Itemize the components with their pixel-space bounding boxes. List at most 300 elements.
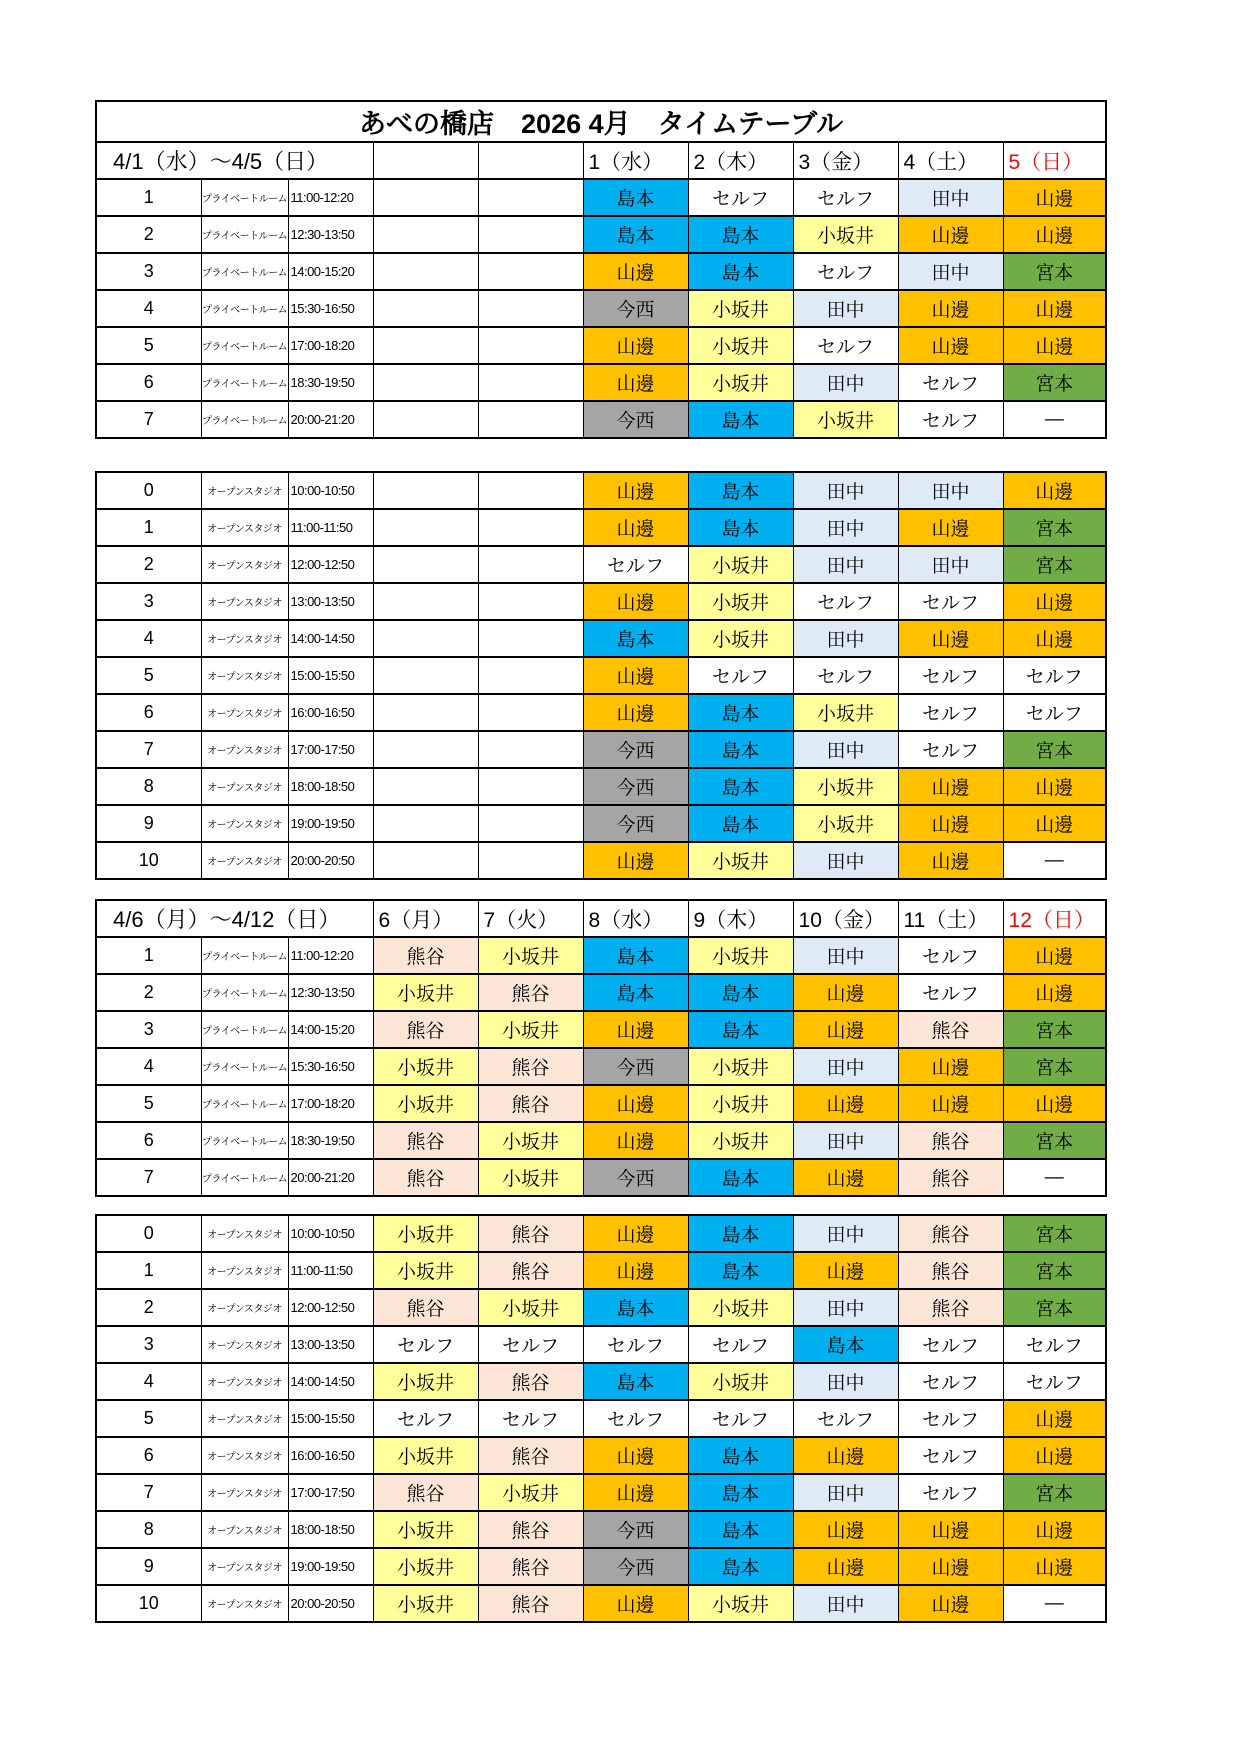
assignment-cell: 熊谷 <box>898 1011 1003 1048</box>
time-label: 12:00-12:50 <box>288 546 373 583</box>
assignment-cell: 宮本 <box>1003 1474 1106 1511</box>
assignment-cell: 宮本 <box>1003 1215 1106 1252</box>
assignment-cell: 島本 <box>688 731 793 768</box>
time-label: 14:00-14:50 <box>288 620 373 657</box>
room-label: プライベートルーム <box>201 364 288 401</box>
slot-number: 5 <box>96 327 201 364</box>
assignment-cell: セルフ <box>898 694 1003 731</box>
empty-cell <box>373 620 478 657</box>
slot-number: 7 <box>96 731 201 768</box>
assignment-cell: 熊谷 <box>478 1048 583 1085</box>
room-label: プライベートルーム <box>201 401 288 438</box>
empty-cell <box>373 253 478 290</box>
room-label: プライベートルーム <box>201 1011 288 1048</box>
assignment-cell: 小坂井 <box>688 290 793 327</box>
assignment-cell: ― <box>1003 1159 1106 1196</box>
time-label: 15:30-16:50 <box>288 290 373 327</box>
assignment-cell: セルフ <box>688 179 793 216</box>
assignment-cell: 熊谷 <box>373 1289 478 1326</box>
assignment-cell: 田中 <box>898 253 1003 290</box>
assignment-cell: セルフ <box>898 974 1003 1011</box>
table-row <box>96 731 1106 768</box>
assignment-cell: 島本 <box>688 1215 793 1252</box>
assignment-cell: 小坂井 <box>478 1011 583 1048</box>
assignment-cell: 小坂井 <box>478 1289 583 1326</box>
assignment-cell: 田中 <box>793 509 898 546</box>
assignment-cell: 宮本 <box>1003 1252 1106 1289</box>
slot-number: 6 <box>96 1437 201 1474</box>
assignment-cell: 小坂井 <box>688 583 793 620</box>
table-row <box>96 1215 1106 1252</box>
week2-private-body <box>96 937 1106 1196</box>
assignment-cell: 島本 <box>688 694 793 731</box>
empty-cell <box>373 290 478 327</box>
assignment-cell: 田中 <box>793 1363 898 1400</box>
assignment-cell: 山邊 <box>583 509 688 546</box>
day-header-row <box>96 900 1106 937</box>
assignment-cell: 熊谷 <box>478 1363 583 1400</box>
assignment-cell: 山邊 <box>1003 1511 1106 1548</box>
time-label: 15:00-15:50 <box>288 657 373 694</box>
time-label: 11:00-11:50 <box>288 1252 373 1289</box>
assignment-cell: 田中 <box>793 1048 898 1085</box>
room-label: オープンスタジオ <box>201 1474 288 1511</box>
assignment-cell: 山邊 <box>1003 620 1106 657</box>
assignment-cell: セルフ <box>688 1326 793 1363</box>
assignment-cell: 小坂井 <box>688 1363 793 1400</box>
time-label: 18:00-18:50 <box>288 1511 373 1548</box>
table-row <box>96 1548 1106 1585</box>
assignment-cell: 熊谷 <box>373 937 478 974</box>
slot-number: 6 <box>96 1122 201 1159</box>
assignment-cell: 田中 <box>793 1585 898 1622</box>
assignment-cell: 山邊 <box>1003 1400 1106 1437</box>
empty-cell <box>478 694 583 731</box>
assignment-cell: 山邊 <box>1003 937 1106 974</box>
empty-cell <box>373 179 478 216</box>
assignment-cell: 田中 <box>793 842 898 879</box>
assignment-cell: 島本 <box>583 974 688 1011</box>
slot-number: 9 <box>96 1548 201 1585</box>
assignment-cell: 山邊 <box>1003 290 1106 327</box>
assignment-cell: 宮本 <box>1003 546 1106 583</box>
assignment-cell: 山邊 <box>793 1159 898 1196</box>
room-label: オープンスタジオ <box>201 842 288 879</box>
slot-number: 7 <box>96 1474 201 1511</box>
assignment-cell: 山邊 <box>1003 179 1106 216</box>
assignment-cell: 熊谷 <box>373 1159 478 1196</box>
assignment-cell: セルフ <box>898 657 1003 694</box>
room-label: オープンスタジオ <box>201 509 288 546</box>
slot-number: 10 <box>96 842 201 879</box>
room-label: プライベートルーム <box>201 1122 288 1159</box>
table-row <box>96 253 1106 290</box>
table-row <box>96 1585 1106 1622</box>
day-header: 5（日） <box>1003 142 1106 179</box>
assignment-cell: 田中 <box>793 937 898 974</box>
assignment-cell: 山邊 <box>583 364 688 401</box>
assignment-cell: 島本 <box>688 1548 793 1585</box>
empty-cell <box>478 842 583 879</box>
assignment-cell: 小坂井 <box>793 768 898 805</box>
room-label: オープンスタジオ <box>201 1400 288 1437</box>
slot-number: 4 <box>96 1363 201 1400</box>
assignment-cell: 田中 <box>793 1122 898 1159</box>
assignment-cell: 島本 <box>688 472 793 509</box>
room-label: オープンスタジオ <box>201 1437 288 1474</box>
time-label: 18:30-19:50 <box>288 364 373 401</box>
assignment-cell: 小坂井 <box>373 1048 478 1085</box>
empty-cell <box>478 546 583 583</box>
assignment-cell: セルフ <box>583 546 688 583</box>
assignment-cell: 島本 <box>688 1437 793 1474</box>
slot-number: 2 <box>96 216 201 253</box>
assignment-cell: 小坂井 <box>373 1085 478 1122</box>
assignment-cell: 田中 <box>898 472 1003 509</box>
assignment-cell: 小坂井 <box>688 842 793 879</box>
empty-cell <box>478 142 583 179</box>
assignment-cell: セルフ <box>1003 694 1106 731</box>
assignment-cell: 島本 <box>688 805 793 842</box>
page-title: あべの橋店 2026 4月 タイムテーブル <box>96 101 1106 142</box>
assignment-cell: 田中 <box>793 731 898 768</box>
assignment-cell: 山邊 <box>1003 327 1106 364</box>
assignment-cell: 田中 <box>898 179 1003 216</box>
empty-cell <box>373 842 478 879</box>
assignment-cell: 小坂井 <box>688 937 793 974</box>
day-header: 1（水） <box>583 142 688 179</box>
assignment-cell: 小坂井 <box>793 694 898 731</box>
table-row <box>96 583 1106 620</box>
slot-number: 5 <box>96 1400 201 1437</box>
assignment-cell: 山邊 <box>898 509 1003 546</box>
assignment-cell: 山邊 <box>898 1085 1003 1122</box>
room-label: プライベートルーム <box>201 1048 288 1085</box>
assignment-cell: 山邊 <box>793 1548 898 1585</box>
assignment-cell: 田中 <box>793 620 898 657</box>
assignment-cell: 山邊 <box>1003 216 1106 253</box>
title-row <box>96 101 1106 142</box>
table-row <box>96 620 1106 657</box>
assignment-cell: 山邊 <box>793 1437 898 1474</box>
assignment-cell: 熊谷 <box>898 1122 1003 1159</box>
table-row <box>96 179 1106 216</box>
day-header: 7（火） <box>478 900 583 937</box>
slot-number: 8 <box>96 768 201 805</box>
slot-number: 6 <box>96 694 201 731</box>
assignment-cell: 山邊 <box>583 842 688 879</box>
room-label: プライベートルーム <box>201 253 288 290</box>
assignment-cell: 山邊 <box>898 620 1003 657</box>
assignment-cell: 山邊 <box>793 974 898 1011</box>
time-label: 15:00-15:50 <box>288 1400 373 1437</box>
table-row <box>96 1511 1106 1548</box>
time-label: 12:00-12:50 <box>288 1289 373 1326</box>
assignment-cell: 山邊 <box>583 1122 688 1159</box>
time-label: 18:30-19:50 <box>288 1122 373 1159</box>
room-label: オープンスタジオ <box>201 620 288 657</box>
assignment-cell: 山邊 <box>583 694 688 731</box>
empty-cell <box>373 472 478 509</box>
time-label: 14:00-15:20 <box>288 253 373 290</box>
assignment-cell: 宮本 <box>1003 1048 1106 1085</box>
assignment-cell: 熊谷 <box>478 1252 583 1289</box>
slot-number: 2 <box>96 974 201 1011</box>
assignment-cell: 小坂井 <box>478 1159 583 1196</box>
slot-number: 7 <box>96 401 201 438</box>
assignment-cell: 山邊 <box>898 1511 1003 1548</box>
assignment-cell: 田中 <box>793 290 898 327</box>
day-header: 2（木） <box>688 142 793 179</box>
assignment-cell: セルフ <box>898 937 1003 974</box>
week1-private-body <box>96 179 1106 438</box>
table-row <box>96 1048 1106 1085</box>
week1-open-body <box>96 472 1106 879</box>
week1-open-table <box>95 471 1107 880</box>
assignment-cell: 小坂井 <box>478 1122 583 1159</box>
table-row <box>96 974 1106 1011</box>
table-row <box>96 694 1106 731</box>
assignment-cell: 熊谷 <box>478 1437 583 1474</box>
assignment-cell: セルフ <box>793 583 898 620</box>
assignment-cell: 熊谷 <box>478 1585 583 1622</box>
room-label: オープンスタジオ <box>201 657 288 694</box>
assignment-cell: 島本 <box>688 401 793 438</box>
time-label: 10:00-10:50 <box>288 472 373 509</box>
assignment-cell: 小坂井 <box>373 1252 478 1289</box>
room-label: プライベートルーム <box>201 216 288 253</box>
slot-number: 0 <box>96 472 201 509</box>
assignment-cell: 小坂井 <box>688 620 793 657</box>
assignment-cell: 田中 <box>793 1289 898 1326</box>
time-label: 14:00-14:50 <box>288 1363 373 1400</box>
assignment-cell: 小坂井 <box>373 1548 478 1585</box>
room-label: プライベートルーム <box>201 1159 288 1196</box>
assignment-cell: 山邊 <box>583 583 688 620</box>
table-row <box>96 509 1106 546</box>
assignment-cell: 山邊 <box>898 842 1003 879</box>
assignment-cell: ― <box>1003 401 1106 438</box>
assignment-cell: 熊谷 <box>373 1474 478 1511</box>
assignment-cell: 小坂井 <box>373 1215 478 1252</box>
assignment-cell: セルフ <box>898 364 1003 401</box>
slot-number: 1 <box>96 509 201 546</box>
time-label: 10:00-10:50 <box>288 1215 373 1252</box>
time-label: 20:00-21:20 <box>288 401 373 438</box>
assignment-cell: 宮本 <box>1003 1289 1106 1326</box>
assignment-cell: 山邊 <box>1003 768 1106 805</box>
assignment-cell: 山邊 <box>583 327 688 364</box>
assignment-cell: 熊谷 <box>373 1011 478 1048</box>
assignment-cell: 宮本 <box>1003 731 1106 768</box>
assignment-cell: 山邊 <box>1003 805 1106 842</box>
assignment-cell: セルフ <box>373 1326 478 1363</box>
assignment-cell: 山邊 <box>583 253 688 290</box>
assignment-cell: 小坂井 <box>478 1474 583 1511</box>
room-label: プライベートルーム <box>201 1085 288 1122</box>
slot-number: 1 <box>96 937 201 974</box>
assignment-cell: 熊谷 <box>898 1289 1003 1326</box>
assignment-cell: 島本 <box>688 1159 793 1196</box>
slot-number: 2 <box>96 546 201 583</box>
assignment-cell: 山邊 <box>583 1585 688 1622</box>
time-label: 11:00-11:50 <box>288 509 373 546</box>
assignment-cell: 宮本 <box>1003 364 1106 401</box>
table-row <box>96 842 1106 879</box>
slot-number: 6 <box>96 364 201 401</box>
slot-number: 4 <box>96 290 201 327</box>
week-range-label: 4/6（月）～4/12（日） <box>96 900 373 937</box>
empty-cell <box>373 768 478 805</box>
assignment-cell: 山邊 <box>898 1048 1003 1085</box>
table-row <box>96 327 1106 364</box>
day-header: 11（土） <box>898 900 1003 937</box>
table-row <box>96 1011 1106 1048</box>
assignment-cell: セルフ <box>898 1437 1003 1474</box>
assignment-cell: セルフ <box>478 1326 583 1363</box>
assignment-cell: ― <box>1003 842 1106 879</box>
empty-cell <box>373 731 478 768</box>
assignment-cell: 山邊 <box>793 1252 898 1289</box>
time-label: 17:00-17:50 <box>288 731 373 768</box>
empty-cell <box>373 805 478 842</box>
day-header: 6（月） <box>373 900 478 937</box>
assignment-cell: 山邊 <box>793 1085 898 1122</box>
assignment-cell: セルフ <box>688 657 793 694</box>
time-label: 20:00-20:50 <box>288 1585 373 1622</box>
assignment-cell: 山邊 <box>898 805 1003 842</box>
time-label: 12:30-13:50 <box>288 974 373 1011</box>
assignment-cell: 島本 <box>583 179 688 216</box>
empty-cell <box>373 364 478 401</box>
assignment-cell: セルフ <box>898 1363 1003 1400</box>
empty-cell <box>478 657 583 694</box>
table-row <box>96 472 1106 509</box>
table-row <box>96 1289 1106 1326</box>
empty-cell <box>373 216 478 253</box>
day-header: 4（土） <box>898 142 1003 179</box>
assignment-cell: 島本 <box>583 216 688 253</box>
assignment-cell: 山邊 <box>1003 1548 1106 1585</box>
assignment-cell: 小坂井 <box>793 805 898 842</box>
time-label: 12:30-13:50 <box>288 216 373 253</box>
assignment-cell: 田中 <box>793 546 898 583</box>
assignment-cell: 山邊 <box>1003 472 1106 509</box>
assignment-cell: セルフ <box>898 731 1003 768</box>
assignment-cell: 山邊 <box>898 1548 1003 1585</box>
assignment-cell: セルフ <box>1003 1363 1106 1400</box>
week2-private-table <box>95 899 1107 1197</box>
time-label: 14:00-15:20 <box>288 1011 373 1048</box>
assignment-cell: 山邊 <box>793 1511 898 1548</box>
assignment-cell: 宮本 <box>1003 509 1106 546</box>
room-label: オープンスタジオ <box>201 1511 288 1548</box>
time-label: 17:00-18:20 <box>288 327 373 364</box>
assignment-cell: 山邊 <box>898 290 1003 327</box>
day-header: 12（日） <box>1003 900 1106 937</box>
empty-cell <box>373 657 478 694</box>
assignment-cell: 熊谷 <box>478 1085 583 1122</box>
assignment-cell: 島本 <box>688 768 793 805</box>
assignment-cell: セルフ <box>583 1400 688 1437</box>
empty-cell <box>478 768 583 805</box>
empty-cell <box>478 401 583 438</box>
assignment-cell: 今西 <box>583 1048 688 1085</box>
assignment-cell: ― <box>1003 1585 1106 1622</box>
table-row <box>96 216 1106 253</box>
empty-cell <box>373 142 478 179</box>
time-label: 13:00-13:50 <box>288 1326 373 1363</box>
assignment-cell: 熊谷 <box>898 1159 1003 1196</box>
room-label: オープンスタジオ <box>201 1363 288 1400</box>
slot-number: 4 <box>96 620 201 657</box>
empty-cell <box>478 327 583 364</box>
slot-number: 3 <box>96 1326 201 1363</box>
assignment-cell: 島本 <box>688 1252 793 1289</box>
table-row <box>96 546 1106 583</box>
room-label: オープンスタジオ <box>201 1215 288 1252</box>
time-label: 11:00-12:20 <box>288 179 373 216</box>
assignment-cell: セルフ <box>898 583 1003 620</box>
time-label: 18:00-18:50 <box>288 768 373 805</box>
room-label: オープンスタジオ <box>201 546 288 583</box>
room-label: オープンスタジオ <box>201 472 288 509</box>
room-label: オープンスタジオ <box>201 1548 288 1585</box>
table-row <box>96 768 1106 805</box>
slot-number: 3 <box>96 1011 201 1048</box>
assignment-cell: 小坂井 <box>373 1437 478 1474</box>
table-row <box>96 805 1106 842</box>
empty-cell <box>478 216 583 253</box>
table-row <box>96 1437 1106 1474</box>
slot-number: 5 <box>96 1085 201 1122</box>
room-label: オープンスタジオ <box>201 694 288 731</box>
assignment-cell: 小坂井 <box>373 1511 478 1548</box>
empty-cell <box>478 179 583 216</box>
assignment-cell: 小坂井 <box>793 216 898 253</box>
assignment-cell: 島本 <box>583 1289 688 1326</box>
table-row <box>96 657 1106 694</box>
assignment-cell: 山邊 <box>1003 974 1106 1011</box>
empty-cell <box>478 509 583 546</box>
assignment-cell: 島本 <box>688 216 793 253</box>
room-label: オープンスタジオ <box>201 768 288 805</box>
table-row <box>96 1122 1106 1159</box>
assignment-cell: 熊谷 <box>478 974 583 1011</box>
assignment-cell: 山邊 <box>898 1585 1003 1622</box>
assignment-cell: 小坂井 <box>688 1289 793 1326</box>
assignment-cell: 島本 <box>688 1474 793 1511</box>
assignment-cell: セルフ <box>793 657 898 694</box>
assignment-cell: セルフ <box>373 1400 478 1437</box>
time-label: 13:00-13:50 <box>288 583 373 620</box>
assignment-cell: 田中 <box>793 1215 898 1252</box>
assignment-cell: 小坂井 <box>688 1585 793 1622</box>
table-row <box>96 1474 1106 1511</box>
assignment-cell: セルフ <box>793 253 898 290</box>
assignment-cell: 今西 <box>583 1548 688 1585</box>
time-label: 11:00-12:20 <box>288 937 373 974</box>
assignment-cell: 島本 <box>688 509 793 546</box>
table-row <box>96 1252 1106 1289</box>
assignment-cell: 小坂井 <box>373 974 478 1011</box>
week-range-label: 4/1（水）～4/5（日） <box>96 142 373 179</box>
assignment-cell: セルフ <box>478 1400 583 1437</box>
empty-cell <box>373 401 478 438</box>
assignment-cell: 小坂井 <box>688 1048 793 1085</box>
empty-cell <box>478 253 583 290</box>
empty-cell <box>373 546 478 583</box>
